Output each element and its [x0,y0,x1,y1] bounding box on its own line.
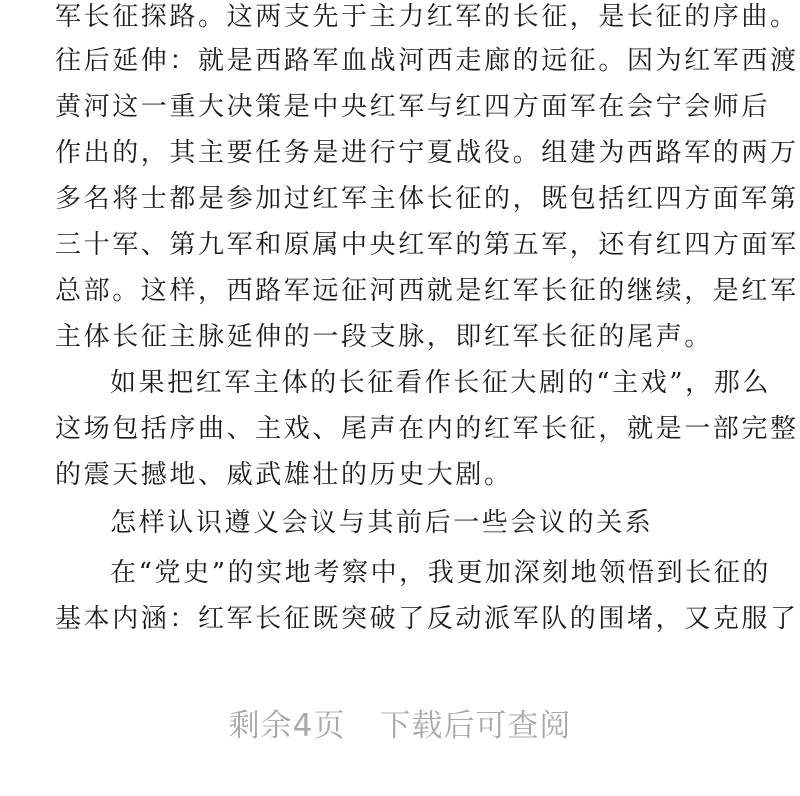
text-line: 这场包括序曲、主戏、尾声在内的红军长征，就是一部完整 [55,414,799,444]
remaining-pages-label: 剩余4页 [228,708,346,744]
text-line: 三十军、第九军和原属中央红军的第五军，还有红四方面军 [55,230,799,260]
text-line: 黄河这一重大决策是中央红军与红四方面军在会宁会师后 [55,92,771,122]
text-line: 基本内涵：红军长征既突破了反动派军队的围堵，又克服了 [55,604,799,634]
section-heading: 怎样认识遵义会议与其前后一些会议的关系 [110,508,654,538]
text-line: 往后延伸：就是西路军血战河西走廊的远征。因为红军西渡 [55,46,799,76]
text-line: 的震天撼地、威武雄壮的历史大剧。 [55,460,513,490]
text-line: 作出的，其主要任务是进行宁夏战役。组建为西路军的两万 [55,138,799,168]
paragraph-start-line: 如果把红军主体的长征看作长征大剧的“主戏”，那么 [110,368,771,398]
paragraph-start-line: 在“党史”的实地考察中，我更加深刻地领悟到长征的 [110,558,771,588]
download-prompt[interactable] [0,700,800,745]
text-line: 军长征探路。这两支先于主力红军的长征，是长征的序曲。 [55,2,799,32]
text-line: 主体长征主脉延伸的一段支脉，即红军长征的尾声。 [55,322,713,352]
text-line: 总部。这样，西路军远征河西就是红军长征的继续，是红军 [55,276,799,306]
text-line: 多名将士都是参加过红军主体长征的，既包括红四方面军第 [55,184,799,214]
download-to-view-label: 下载后可查阅 [379,708,572,744]
